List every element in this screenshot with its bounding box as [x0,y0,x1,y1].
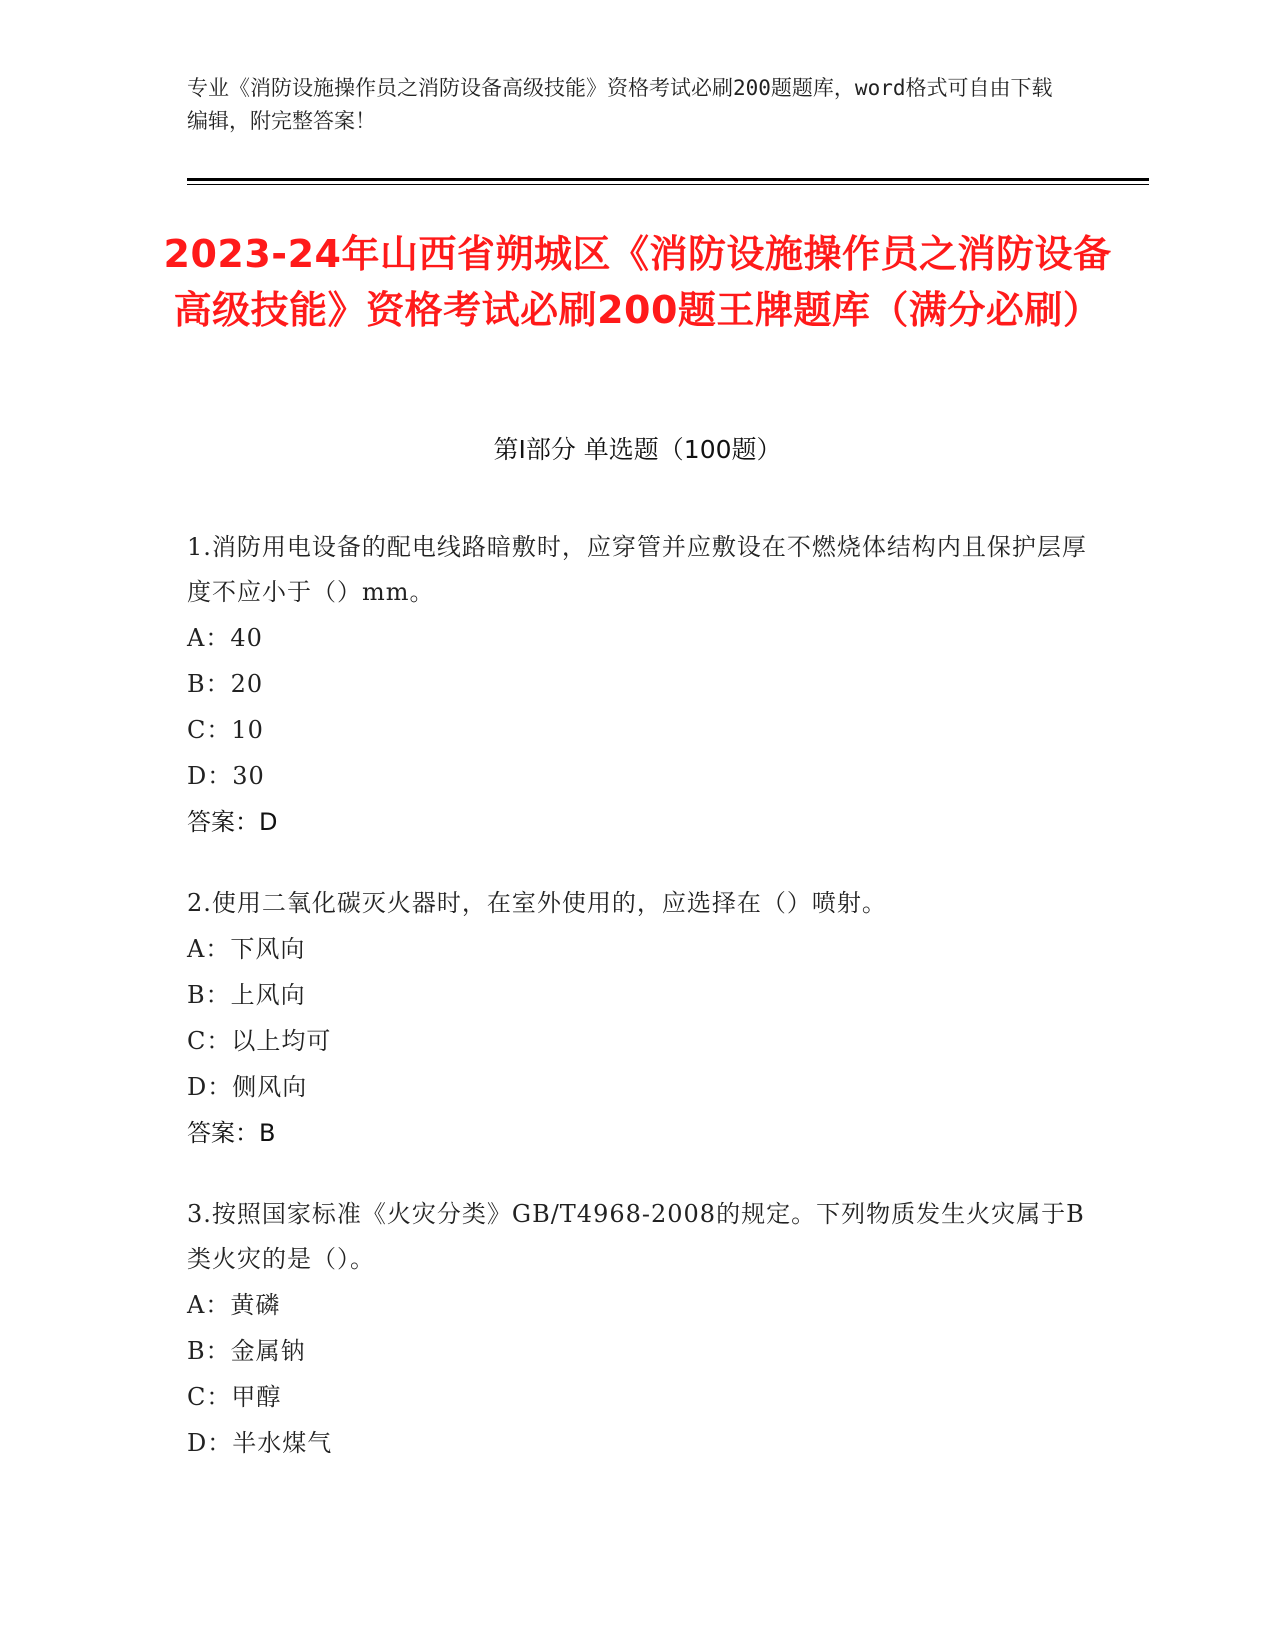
question-3 [187,1192,1087,1466]
option-d: D：侧风向 [187,1073,308,1101]
option-b: B：上风向 [187,981,306,1009]
option-b: B：金属钠 [187,1337,306,1365]
answer-line: 答案：D [187,808,278,836]
header-divider-thick [187,178,1149,181]
option-c: C：以上均可 [187,1027,332,1055]
question-stem: 3.按照国家标准《火灾分类》GB/T4968-2008的规定。下列物质发生火灾属于B类火灾的是（）。 [187,1200,1085,1273]
question-1 [187,525,1087,845]
option-d: D：半水煤气 [187,1429,333,1457]
section-heading: 第I部分 单选题（100题） [493,435,782,464]
option-a: A：黄磷 [187,1291,281,1319]
option-a: A：40 [187,624,263,652]
option-c: C：10 [187,716,264,744]
question-2 [187,881,1087,1156]
question-stem: 1.消防用电设备的配电线路暗敷时，应穿管并应敷设在不燃烧体结构内且保护层厚度不应小于（）mm。 [187,533,1087,606]
answer-line: 答案：B [187,1119,276,1147]
document-title: 2023-24年山西省朔城区《消防设施操作员之消防设备高级技能》资格考试必刷200题王牌题库（满分必刷） [163,232,1112,332]
header-divider-thin [187,184,1149,185]
question-list [187,525,1087,1502]
option-d: D：30 [187,762,265,790]
option-c: C：甲醇 [187,1383,282,1411]
option-a: A：下风向 [187,935,306,963]
option-b: B：20 [187,670,264,698]
question-stem: 2.使用二氧化碳灭火器时，在室外使用的，应选择在（）喷射。 [187,889,887,917]
header-note: 专业《消防设施操作员之消防设备高级技能》资格考试必刷200题题库，word格式可自由下载编辑，附完整答案！ [187,76,1053,133]
